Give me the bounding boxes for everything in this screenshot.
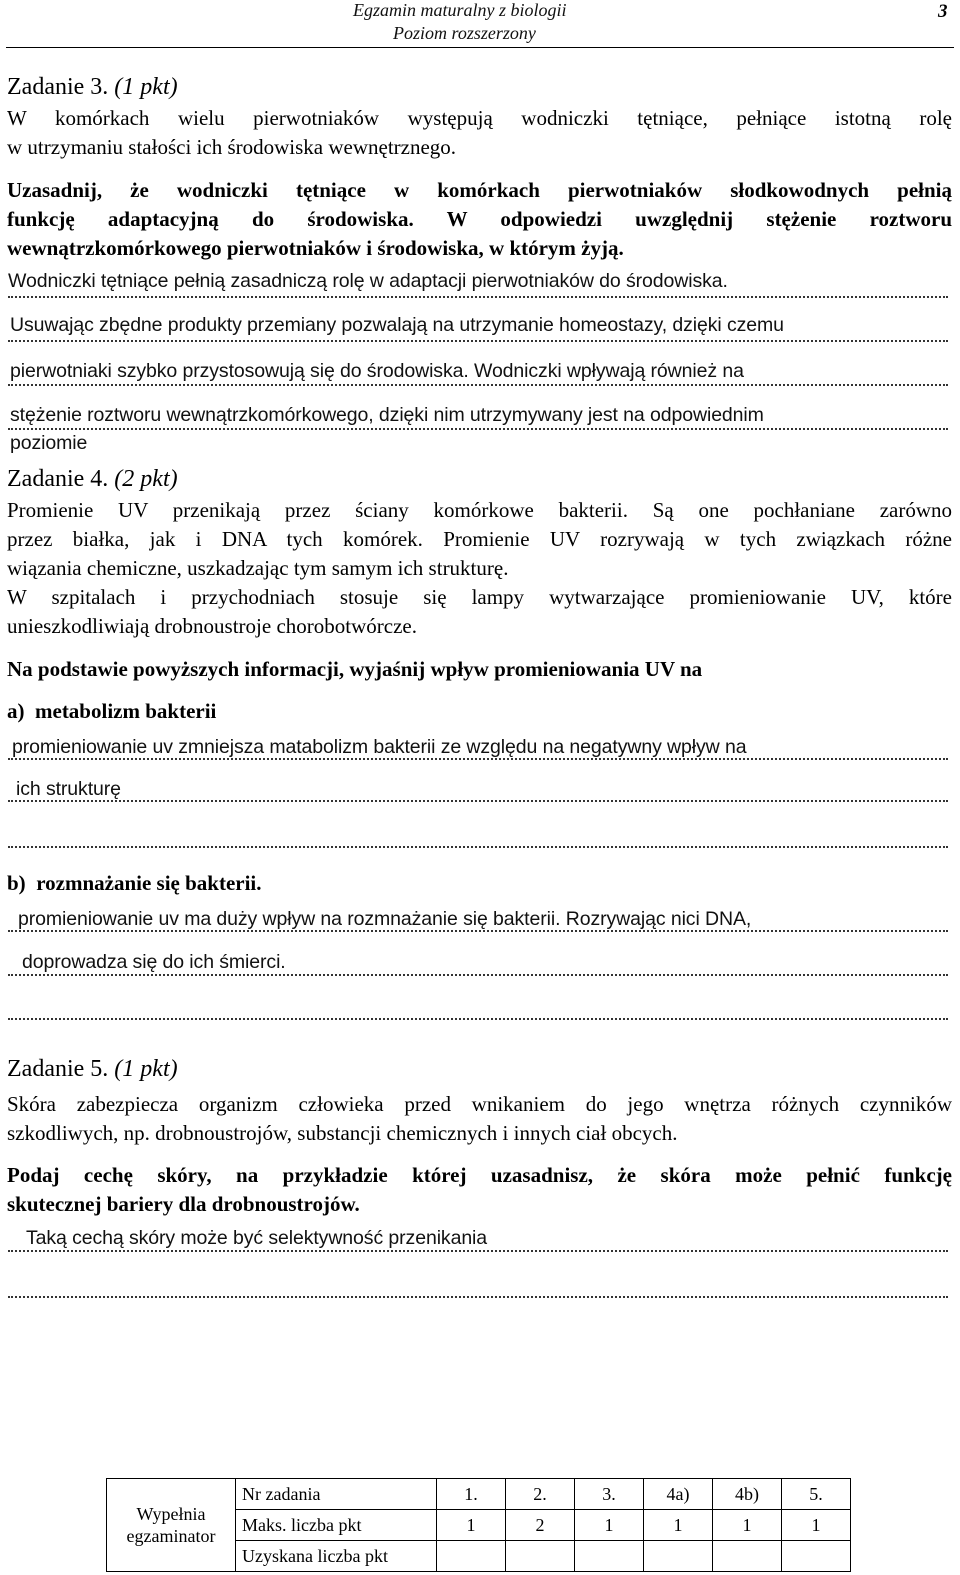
task3-intro-line1: W komórkach wielu pierwotniaków występują wodniczki tętniące, pełniące istotną rolę — [7, 106, 952, 130]
task5-intro-line2: szkodliwych, np. drobnoustrojów, substancji chemicznych i innych ciał obcych. — [7, 1121, 678, 1145]
task5-answer: Taką cechą skóry może być selektywność przenikania — [26, 1227, 488, 1249]
score-input-cell[interactable] — [644, 1541, 713, 1572]
task4-answer-a-line1: promieniowanie uv zmniejsza matabolizm bakterii ze względu na negatywny wpływ na — [12, 736, 747, 758]
answer-line — [8, 340, 948, 342]
page-number: 3 — [938, 1, 948, 22]
task4-title — [7, 466, 178, 493]
examiner-label-line1: Wypełnia — [136, 1504, 206, 1524]
task4-intro-line1: Promienie UV przenikają przez ściany komórkowe bakterii. Są one pochłaniane zarówno — [7, 498, 952, 522]
task4-answer-b-line2: doprowadza się do ich śmierci. — [22, 951, 286, 973]
task4-intro-line3: wiązania chemiczne, uszkadzając tym samym ich strukturę. — [7, 556, 509, 580]
max-cell: 1 — [782, 1510, 851, 1541]
task-cell: 2. — [506, 1479, 575, 1510]
task3-question-line2: funkcję adaptacyjną do środowiska. W odpowiedzi uwzględnij stężenie roztworu — [7, 207, 952, 231]
part-b-label: b) — [7, 871, 26, 895]
max-cell: 1 — [575, 1510, 644, 1541]
part-b-text: rozmnażanie się bakterii. — [36, 871, 262, 895]
score-input-cell[interactable] — [506, 1541, 575, 1572]
task4-part-b — [7, 869, 262, 898]
task3-title — [7, 74, 178, 101]
task5-points: (1 pkt) — [114, 1056, 178, 1082]
task5-title — [7, 1056, 178, 1083]
answer-line — [8, 846, 948, 848]
score-input-cell[interactable] — [437, 1541, 506, 1572]
task4-part-a — [7, 697, 216, 726]
task3-answer-line4: stężenie roztworu wewnątrzkomórkowego, dzięki nim utrzymywany jest na odpowiednim — [10, 404, 764, 426]
examiner-label-line2: egzaminator — [126, 1526, 216, 1546]
answer-line — [8, 1296, 948, 1298]
task4-intro-line2: przez białka, jak i DNA tych komórek. Promienie UV rozrywają w tych związkach różne — [7, 527, 952, 551]
score-input-cell[interactable] — [713, 1541, 782, 1572]
task4-intro-line4: W szpitalach i przychodniach stosuje się lampy wytwarzające promieniowanie UV, które — [7, 585, 952, 609]
examiner-label — [107, 1479, 236, 1572]
max-cell: 2 — [506, 1510, 575, 1541]
task4-answer-b-line1: promieniowanie uv ma duży wpływ na rozmnażanie się bakterii. Rozrywając nici DNA, — [18, 908, 752, 930]
task4-number: Zadanie 4. — [7, 466, 109, 492]
header-exam-name: Egzamin maturalny z biologii — [353, 0, 567, 20]
answer-line — [8, 428, 948, 430]
task4-intro-line5: unieszkodliwiają drobnoustroje chorobotwórcze. — [7, 614, 417, 638]
answer-line — [8, 800, 948, 802]
task-cell: 4b) — [713, 1479, 782, 1510]
task3-answer-line5: poziomie — [10, 432, 88, 454]
task3-points: (1 pkt) — [114, 74, 178, 100]
task-cell: 5. — [782, 1479, 851, 1510]
task-cell: 1. — [437, 1479, 506, 1510]
answer-line — [8, 384, 948, 386]
answer-line — [8, 974, 948, 976]
task3-intro-line2: w utrzymaniu stałości ich środowiska wewnętrznego. — [7, 135, 457, 159]
task5-question-line2: skutecznej bariery dla drobnoustrojów. — [7, 1192, 360, 1216]
answer-line — [8, 296, 948, 298]
task4-points: (2 pkt) — [114, 466, 178, 492]
task5-intro-line1: Skóra zabezpiecza organizm człowieka przed wnikaniem do jego wnętrza różnych czynników — [7, 1092, 952, 1116]
score-table — [106, 1478, 851, 1572]
max-cell: 1 — [713, 1510, 782, 1541]
score-input-cell[interactable] — [575, 1541, 644, 1572]
task3-question-line1: Uzasadnij, że wodniczki tętniące w komórkach pierwotniaków słodkowodnych pełnią — [7, 178, 952, 202]
row-got-label: Uzyskana liczba pkt — [236, 1541, 437, 1572]
max-cell: 1 — [437, 1510, 506, 1541]
header-level: Poziom rozszerzony — [393, 23, 536, 43]
answer-line — [8, 1250, 948, 1252]
task3-answer-line1: Wodniczki tętniące pełnią zasadniczą rolę w adaptacji pierwotniaków do środowiska. — [8, 270, 728, 292]
task4-question: Na podstawie powyższych informacji, wyjaśnij wpływ promieniowania UV na — [7, 657, 703, 681]
task3-answer-line3: pierwotniaki szybko przystosowują się do środowiska. Wodniczki wpływają również na — [10, 360, 744, 382]
task-cell: 4a) — [644, 1479, 713, 1510]
part-a-text: metabolizm bakterii — [35, 699, 217, 723]
task3-number: Zadanie 3. — [7, 74, 109, 100]
task5-question-line1: Podaj cechę skóry, na przykładzie której uzasadnisz, że skóra może pełnić funkcję — [7, 1163, 952, 1187]
row-max-label: Maks. liczba pkt — [236, 1510, 437, 1541]
task3-answer-line2: Usuwając zbędne produkty przemiany pozwalają na utrzymanie homeostazy, dzięki czemu — [10, 314, 784, 336]
task-cell: 3. — [575, 1479, 644, 1510]
row-task-label: Nr zadania — [236, 1479, 437, 1510]
task4-answer-a-line2: ich strukturę — [16, 778, 121, 800]
header-rule — [6, 47, 954, 48]
part-a-label: a) — [7, 699, 25, 723]
task3-question-line3: wewnątrzkomórkowego pierwotniaków i środowiska, w którym żyją. — [7, 236, 624, 260]
answer-line — [8, 1018, 948, 1020]
max-cell: 1 — [644, 1510, 713, 1541]
task5-number: Zadanie 5. — [7, 1056, 109, 1082]
score-input-cell[interactable] — [782, 1541, 851, 1572]
